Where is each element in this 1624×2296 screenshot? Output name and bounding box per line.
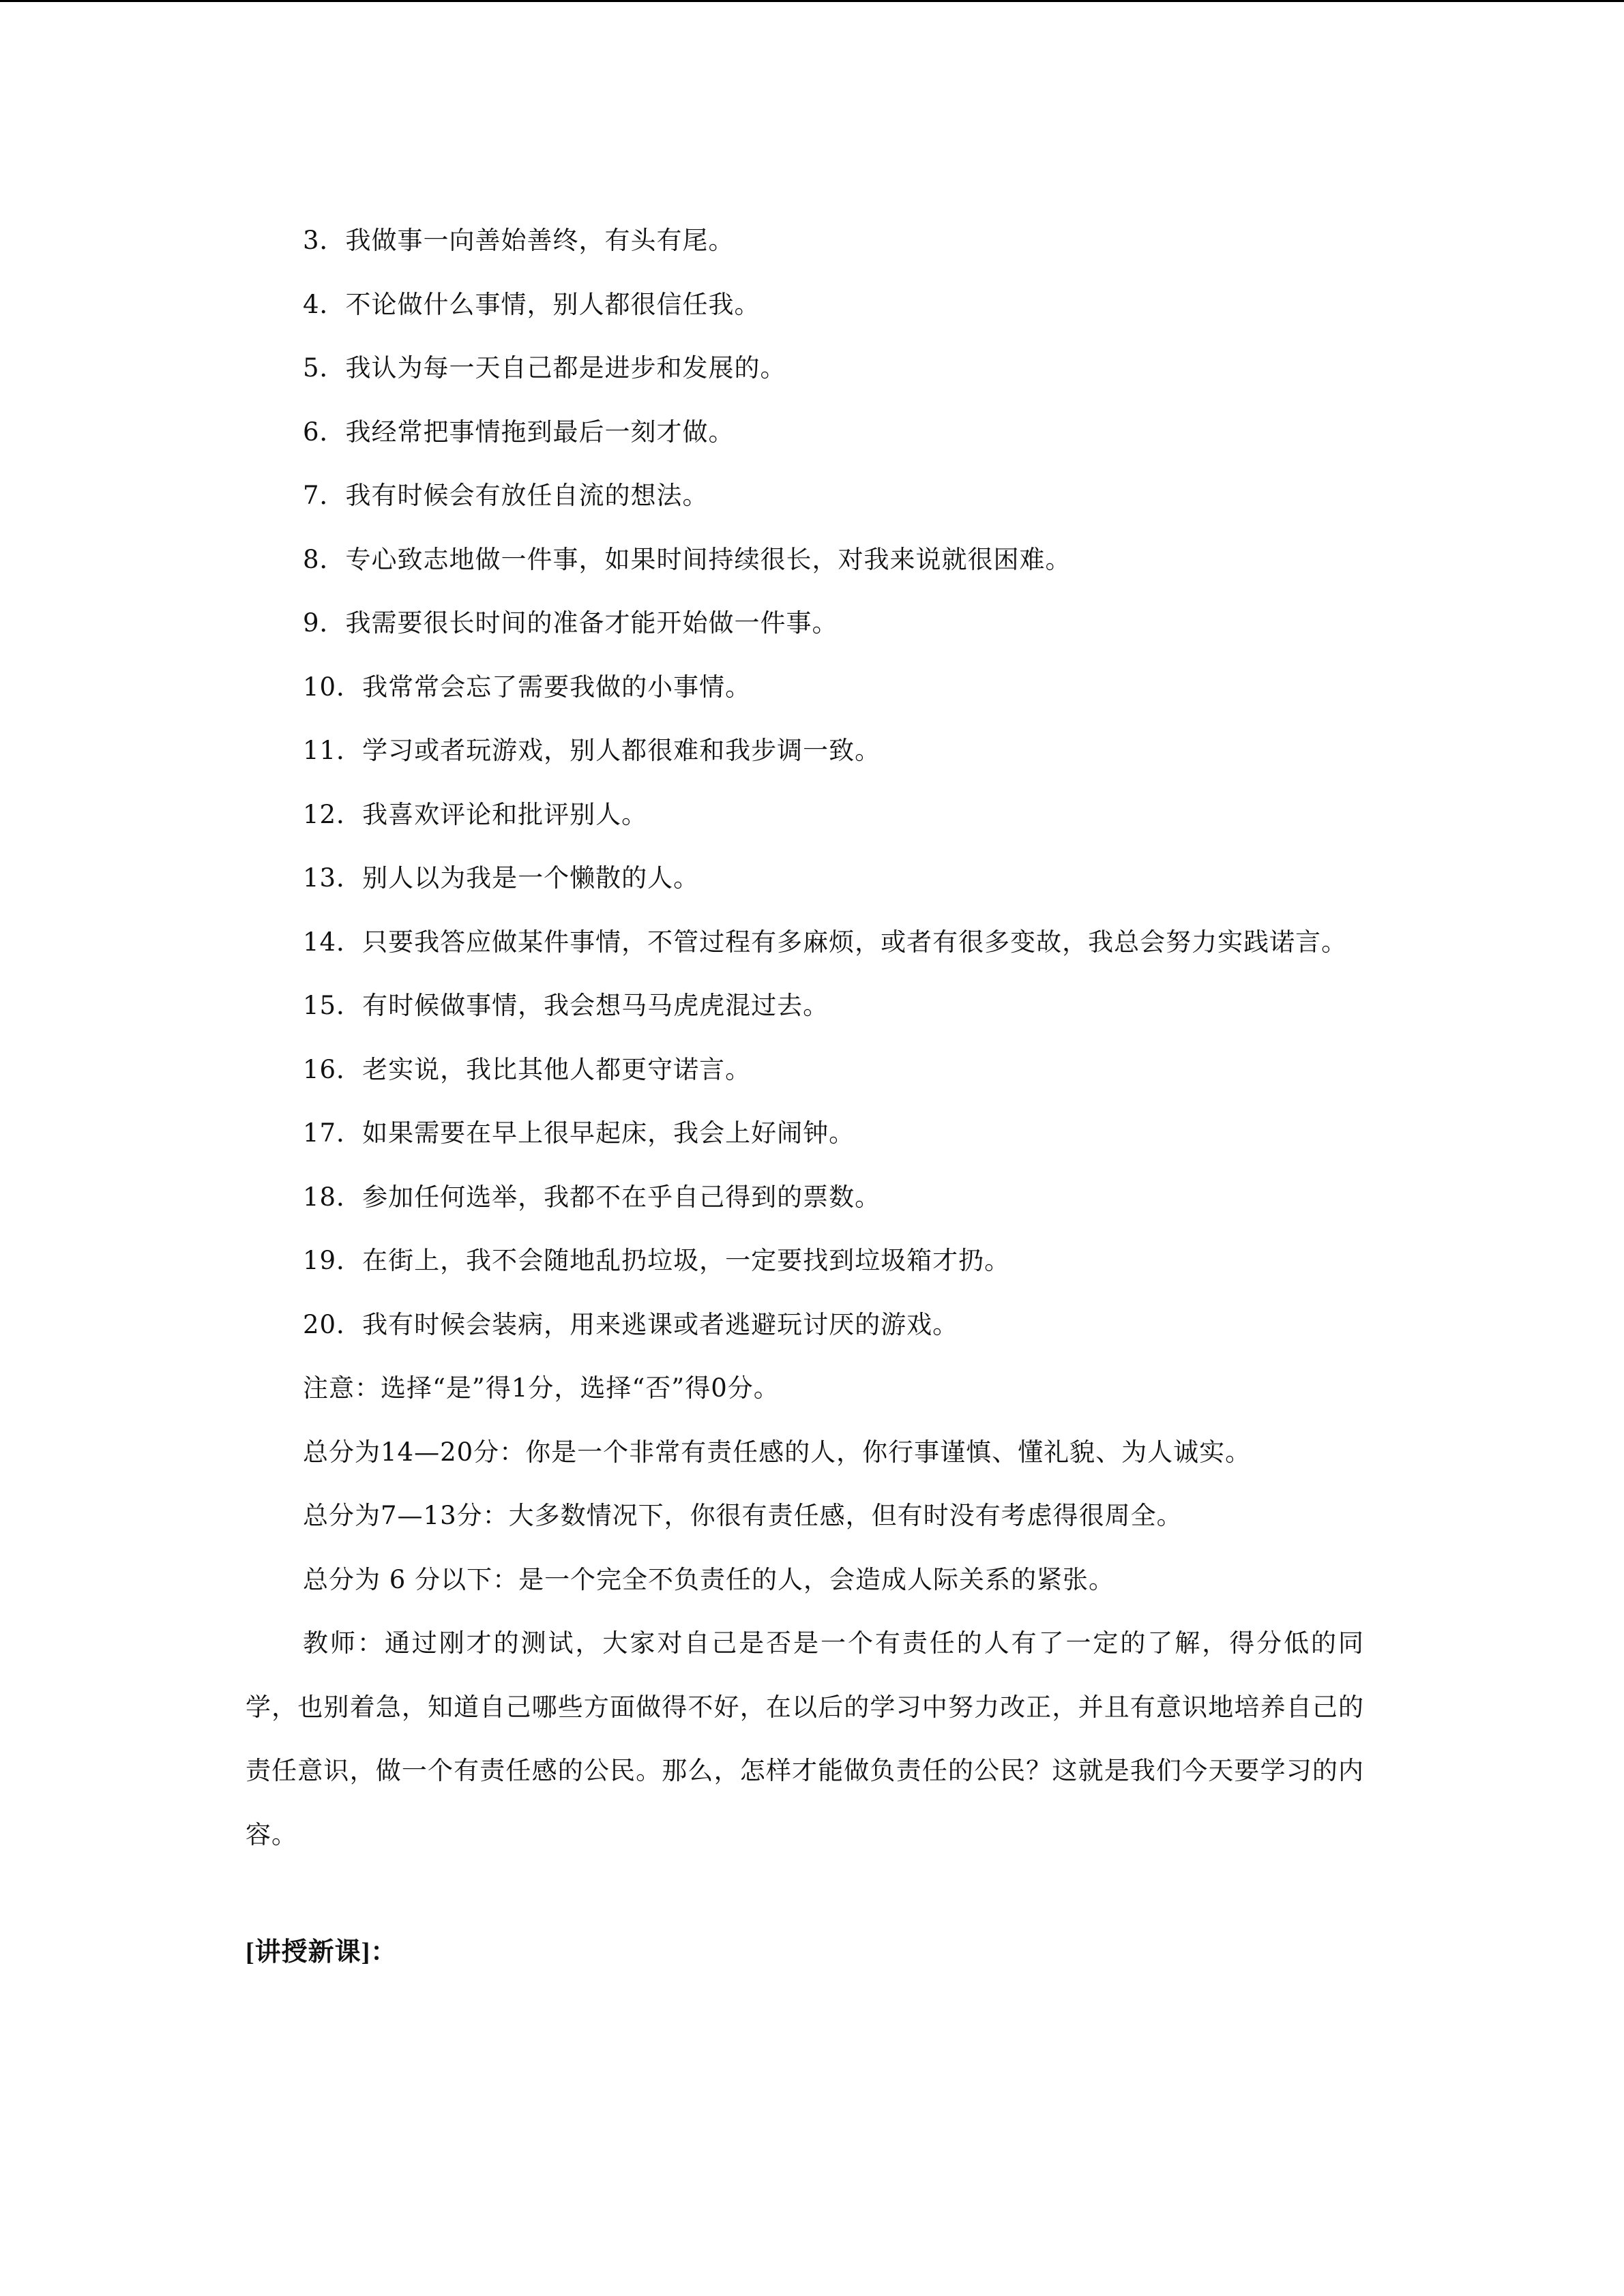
score-range: 总分为14—20分：你是一个非常有责任感的人，你行事谨慎、懂礼貌、为人诚实。 [303,1437,1252,1467]
survey-item: 17．如果需要在早上很早起床，我会上好闹钟。 [303,1118,855,1148]
survey-item: 9．我需要很长时间的准备才能开始做一件事。 [303,608,838,638]
survey-item: 6．我经常把事情拖到最后一刻才做。 [303,417,735,447]
survey-item: 14．只要我答应做某件事情，不管过程有多麻烦，或者有很多变故，我总会努力实践诺言。 [303,927,1348,957]
page-top-border [0,0,1624,2]
document-body [246,209,1364,1973]
survey-item: 8．专心致志地做一件事，如果时间持续很长，对我来说就很困难。 [303,544,1072,574]
survey-item: 5．我认为每一天自己都是进步和发展的。 [303,353,786,383]
survey-item: 19．在街上，我不会随地乱扔垃圾，一定要找到垃圾箱才扔。 [303,1246,1011,1275]
survey-item: 15．有时候做事情，我会想马马虎虎混过去。 [303,991,829,1020]
survey-item: 16．老实说，我比其他人都更守诺言。 [303,1054,752,1084]
survey-item: 11．学习或者玩游戏，别人都很难和我步调一致。 [303,736,881,765]
survey-item: 4．不论做什么事情，别人都很信任我。 [303,289,761,319]
teacher-paragraph: 教师：通过刚才的测试，大家对自己是否是一个有责任的人有了一定的了解，得分低的同学，也别着急，知道自己哪些方面做得不好，在以后的学习中努力改正，并且有意识地培养自己的责任意识，做一个有责任感的公民。那么，怎样才能做负责任的公民？这就是我们今天要学习的内容。 [246,1628,1364,1849]
score-range: 总分为7—13分：大多数情况下，你很有责任感，但有时没有考虑得很周全。 [303,1501,1183,1530]
survey-item: 12．我喜欢评论和批评别人。 [303,799,648,829]
survey-item: 18．参加任何选举，我都不在乎自己得到的票数。 [303,1182,881,1212]
survey-item: 7．我有时候会有放任自流的想法。 [303,481,709,510]
score-range: 总分为 6 分以下：是一个完全不负责任的人，会造成人际关系的紧张。 [303,1564,1115,1594]
survey-item: 20．我有时候会装病，用来逃课或者逃避玩讨厌的游戏。 [303,1309,959,1339]
survey-item: 13．别人以为我是一个懒散的人。 [303,863,700,893]
survey-item: 10．我常常会忘了需要我做的小事情。 [303,672,752,702]
section-heading: [讲授新课]： [246,1938,398,1967]
scoring-note: 注意：选择“是”得1分，选择“否”得0分。 [303,1373,780,1403]
survey-item: 3．我做事一向善始善终，有头有尾。 [303,226,735,255]
